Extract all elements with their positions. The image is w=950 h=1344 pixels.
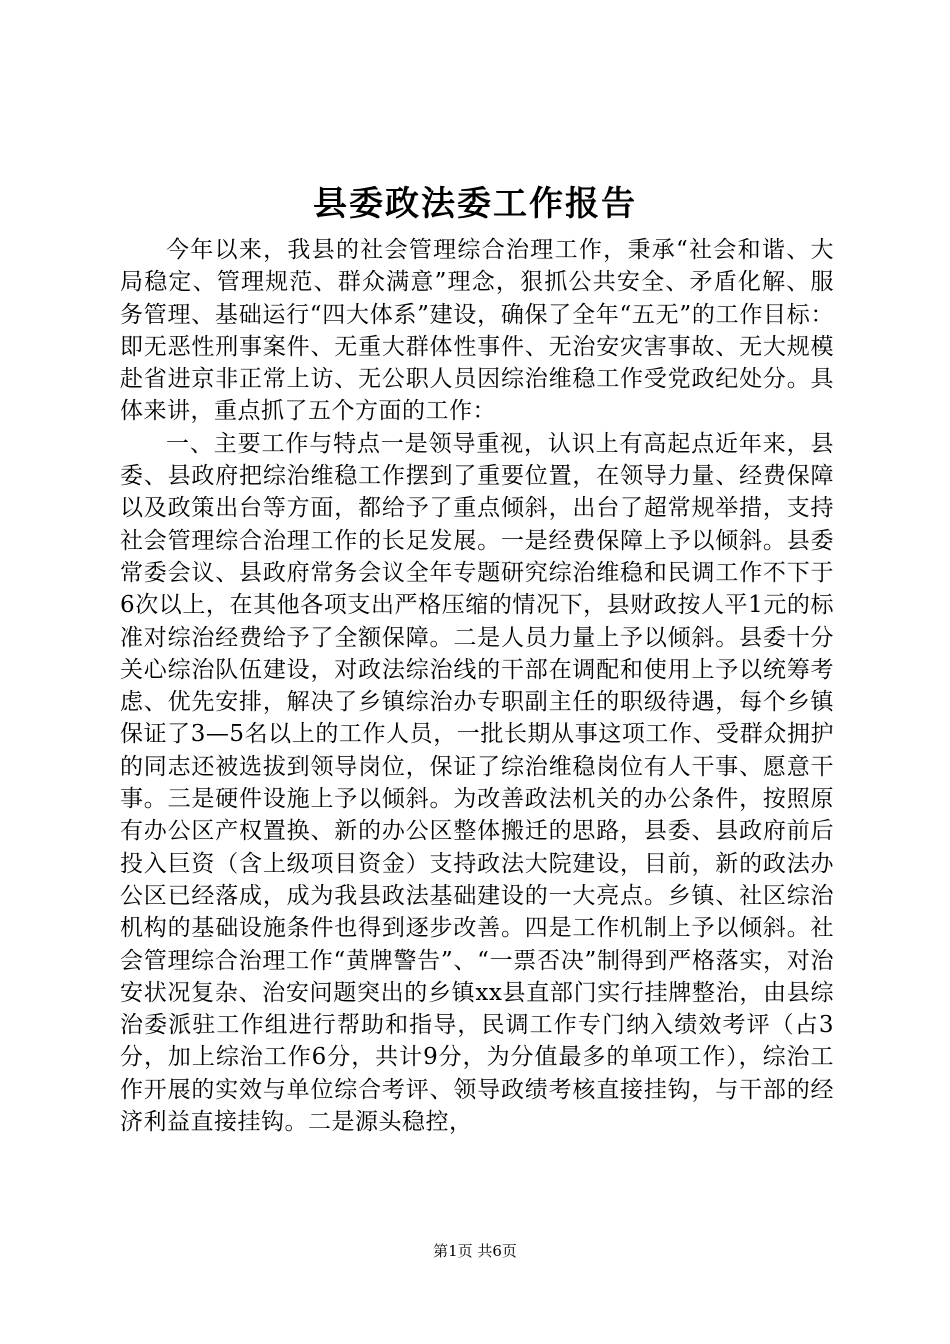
document-title: 县委政法委工作报告 — [313, 184, 637, 224]
page-number-footer: 第1页 共6页 — [433, 1242, 517, 1260]
paragraph-main-work: 一、主要工作与特点一是领导重视，认识上有高起点近年来，县委、县政府把综治维稳工作摆到了重要位置，在领导力量、经费保障以及政策出台等方面，都给予了重点倾斜，出台了超常规举措，支持社会管理综合治理工作的长足发展。一是经费保障上予以倾斜。县委常委会议、县政府常务会议全年专题研究综治维稳和民调工作不下于6次以上，在其他各项支出严格压缩的情况下，县财政按人平1元的标准对综治经费给予了全额保障。二是人员力量上予以倾斜。县委十分关心综治队伍建设，对政法综治线的干部在调配和使用上予以统筹考虑、优先安排，解决了乡镇综治办专职副主任的职级待遇，每个乡镇保证了3—5名以上的工作人员，一批长期从事这项工作、受群众拥护的同志还被选拔到领导岗位，保证了综治维稳岗位有人干事、愿意干事。三是硬件设施上予以倾斜。为改善政法机关的办公条件，按照原有办公区产权置换、新的办公区整体搬迁的思路，县委、县政府前后投入巨资（含上级项目资金）支持政法大院建设，目前，新的政法办公区已经落成，成为我县政法基础建设的一大亮点。乡镇、社区综治机构的基础设施条件也得到逐步改善。四是工作机制上予以倾斜。社会管理综合治理工作“黄牌警告”、“一票否决”制得到严格落实，对治安状况复杂、治安问题突出的乡镇xx县直部门实行挂牌整治，由县综治委派驻工作组进行帮助和指导，民调工作专门纳入绩效考评（占3分，加上综治工作6分，共计9分，为分值最多的单项工作），综治工作开展的实效与单位综合考评、领导政绩考核直接挂钩，与干部的经济利益直接挂钩。二是源头稳控， — [120, 430, 834, 1136]
document-body — [120, 234, 834, 1138]
paragraph-intro: 今年以来，我县的社会管理综合治理工作，秉承“社会和谐、大局稳定、管理规范、群众满意”理念，狠抓公共安全、矛盾化解、服务管理、基础运行“四大体系”建设，确保了全年“五无”的工作目标：即无恶性刑事案件、无重大群体性事件、无治安灾害事故、无大规模赴省进京非正常上访、无公职人员因综治维稳工作受党政纪处分。具体来讲，重点抓了五个方面的工作： — [120, 237, 834, 425]
